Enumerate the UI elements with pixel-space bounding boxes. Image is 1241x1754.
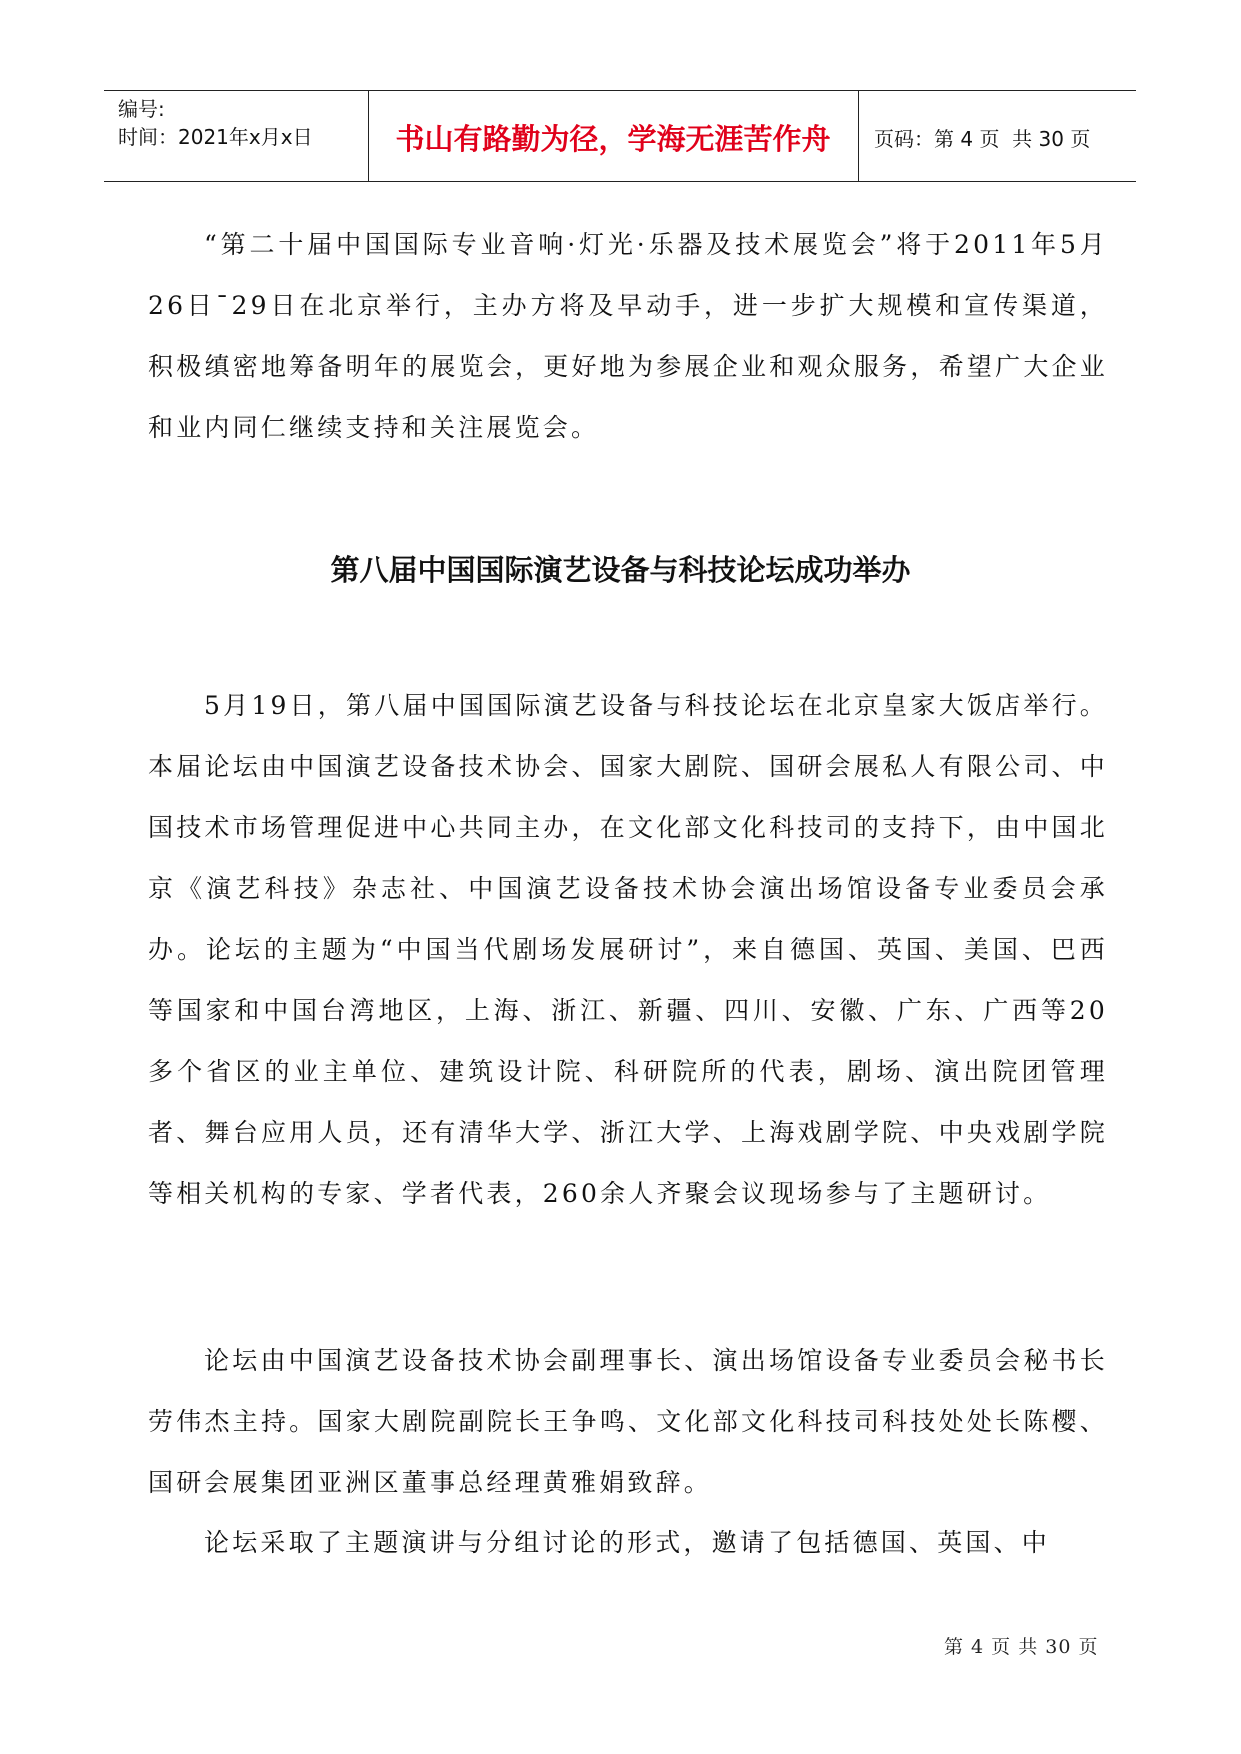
document-number-label: 编号: [118,97,165,121]
page-header-table [104,90,1136,182]
paragraph-forum-host [148,1330,1108,1513]
paragraph-forum-format [148,1512,1108,1573]
paragraph-text: 论坛由中国演艺设备技术协会副理事长、演出场馆设备专业委员会秘书长劳伟杰主持。国家大剧院副院长王争鸣、文化部文化科技司科技处处长陈樱、国研会展集团亚洲区董事总经理黄雅娟致辞。 [148,1346,1108,1497]
article-title: 第八届中国国际演艺设备与科技论坛成功举办 [330,553,911,587]
paragraph-forum-intro [148,675,1108,1224]
paragraph-exhibition-notice [148,214,1108,458]
paragraph-text: 论坛采取了主题演讲与分组讨论的形式，邀请了包括德国、英国、中 [204,1528,1051,1557]
header-motto: 书山有路勤为径，学海无涯苦作舟 [395,121,831,156]
header-divider [858,91,859,181]
paragraph-text: 5月19日，第八届中国国际演艺设备与科技论坛在北京皇家大饭店举行。本届论坛由中国演艺设备技术协会、国家大剧院、国研会展私人有限公司、中国技术市场管理促进中心共同主办，在文化部文化科技司的支持下，由中国北京《演艺科技》杂志社、中国演艺设备技术协会演出场馆设备专业委员会承办。论坛的主题为“中国当代剧场发展研讨”，来自德国、英国、美国、巴西等国家和中国台湾地区，上海、浙江、新疆、四川、安徽、广东、广西等20多个省区的业主单位、建筑设计院、科研院所的代表，剧场、演出院团管理者、舞台应用人员，还有清华大学、浙江大学、上海戏剧学院、中央戏剧学院等相关机构的专家、学者代表，260余人齐聚会议现场参与了主题研讨。 [148,691,1108,1208]
page-footer: 第 4 页 共 30 页 [944,1636,1099,1658]
header-page-info: 页码：第 4 页 共 30 页 [874,126,1091,151]
header-left-cell [118,95,313,151]
paragraph-text: “第二十届中国国际专业音响·灯光·乐器及技术展览会”将于2011年5月26日¯29日在北京举行，主办方将及早动手，进一步扩大规模和宣传渠道，积极缜密地筹备明年的展览会，更好地为参展企业和观众服务，希望广大企业和业内同仁继续支持和关注展览会。 [148,230,1108,442]
header-page-info-cell [874,91,1090,183]
document-time-label: 时间：2021年x月x日 [118,125,313,149]
